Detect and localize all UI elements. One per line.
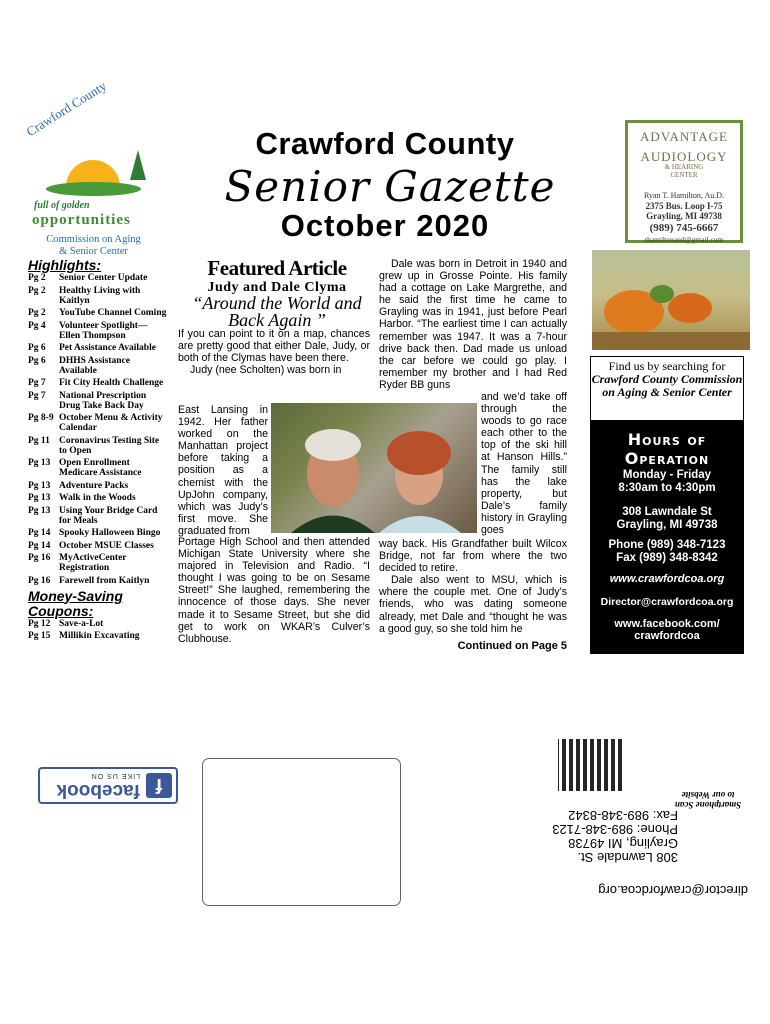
highlight-text: Pet Assistance Available <box>59 343 156 353</box>
article-col2-wrap: and we’d take off through the woods to go race each other to the top of the ski hill at Hanson Hills.” The family still has the lake property, but Dale’s family history in Grayling goes <box>481 391 567 537</box>
highlight-page: Pg 6 <box>28 355 46 366</box>
sidebar-city: Grayling, MI 49738 <box>616 519 718 531</box>
highlights-list <box>28 258 168 644</box>
masthead-county: Crawford County <box>255 126 515 161</box>
highlight-page: Pg 14 <box>28 540 51 551</box>
article-subtitle: “Around the World and Back Again ” <box>192 293 362 330</box>
highlight-text: October MSUE Classes <box>59 540 154 551</box>
highlight-text: Coronavirus Testing Site to Open <box>59 435 160 456</box>
highlight-text: Senior Center Update <box>59 273 148 283</box>
highlight-item <box>28 619 168 629</box>
highlight-item <box>28 391 168 411</box>
highlight-page: Pg 16 <box>28 575 51 586</box>
sidebar-fax: Fax (989) 348-8342 <box>616 552 718 564</box>
hours-days: Monday - Friday <box>622 469 712 481</box>
mailing-label-box <box>202 758 401 906</box>
article-names: Judy and Dale Clyma <box>207 280 347 295</box>
highlight-item <box>28 553 168 573</box>
mailer-email: director@crawfordcoa.org <box>598 883 748 898</box>
highlight-page: Pg 2 <box>28 285 46 296</box>
coa-logo <box>23 78 161 257</box>
highlight-text: Save-a-Lot <box>59 618 104 629</box>
highlight-page: Pg 13 <box>28 493 51 503</box>
highlight-page: Pg 13 <box>28 480 51 491</box>
highlight-item <box>28 576 168 586</box>
highlight-page: Pg 6 <box>28 343 46 353</box>
audiology-ad: ADVANTAGE AUDIOLOGY & HEARING CENTER Ryan T. Hamilton, Au.D. 2375 Bus. Loop I-75 Grayling, MI 49738 (989) 745-6667 rhamiltonaud@gmail.com <box>625 120 743 243</box>
highlight-text: National Prescription Drug Take Back Day <box>59 390 147 411</box>
facebook-icon: f <box>146 773 172 798</box>
hours-title: Hours of Operation <box>624 430 710 468</box>
highlight-item <box>28 481 168 491</box>
highlight-page: Pg 13 <box>28 458 51 468</box>
highlight-page: Pg 15 <box>28 631 51 641</box>
coupons-heading: Money-Saving Coupons: <box>28 587 123 619</box>
qr-code[interactable] <box>558 739 622 791</box>
logo-commission: Commission on Aging & Senior Center <box>46 234 141 257</box>
highlight-page: Pg 14 <box>28 528 51 538</box>
highlight-text: Walk in the Woods <box>59 493 136 503</box>
article-col1-bottom: Portage High School and then attended Michigan State University where she majored in Television and Radio. “I thought I was going to be on Sesame Street!” She laughed, remembering the innocence of those days. She never made it to Sesame Street, but she did get to work on WKAR’s Culver’s Clubhouse. <box>178 536 370 645</box>
article-col1-wrap: East Lansing in 1942. Her father worked on the Manhattan project before taking a position as a chemist with the UpJohn company, which was Judy’s first move. She graduated from <box>178 404 268 537</box>
highlight-item <box>28 541 168 551</box>
masthead-title: Senior Gazette <box>224 162 556 211</box>
highlight-page: Pg 7 <box>28 390 46 401</box>
hours-time: 8:30am to 4:30pm <box>618 482 716 494</box>
highlight-page: Pg 7 <box>28 378 46 388</box>
highlights-heading: Highlights: <box>28 257 102 273</box>
highlight-page: Pg 11 <box>28 435 50 446</box>
article-col2-bottom: way back. His Grandfather built Wilcox Bridge, not far from where the two decided to retire. Dale also went to MSU, which is where the couple met. One of Judy’s friends, who was dating someone already, met Dale and “thought he was a good guy, so she told him he <box>379 538 567 635</box>
highlight-page: Pg 12 <box>28 618 51 629</box>
highlight-text: Farewell from Kaitlyn <box>59 575 150 586</box>
logo-tagline: full of golden <box>34 200 90 211</box>
find-us-box: Find us by searching for Crawford County Commission on Aging & Senior Center <box>590 356 744 421</box>
highlight-page: Pg 4 <box>28 320 46 331</box>
highlight-item <box>28 286 168 306</box>
highlight-item <box>28 343 168 353</box>
highlight-text: YouTube Channel Coming <box>59 308 167 318</box>
highlight-text: Fit City Health Challenge <box>59 378 164 388</box>
highlight-text: Spooky Halloween Bingo <box>59 528 161 538</box>
sidebar-street: 308 Lawndale St <box>622 506 712 518</box>
article-col1-top: If you can point to it on a map, chances are pretty good that either Dale, Judy, or both of the Clymas have been there. Judy (nee Scholten) was born in <box>178 328 370 377</box>
highlight-item <box>28 356 168 376</box>
hill-graphic <box>46 182 141 196</box>
highlight-page: Pg 16 <box>28 553 51 563</box>
highlight-item <box>28 458 168 478</box>
facebook-word: facebook <box>56 780 140 801</box>
highlight-text: DHHS Assistance Available <box>59 355 130 376</box>
issue-date: October 2020 <box>280 208 490 243</box>
highlight-page: Pg 2 <box>28 273 46 283</box>
highlight-text: Adventure Packs <box>59 480 129 491</box>
highlight-item <box>28 436 168 456</box>
mailer-address: 308 Lawndale St. Grayling, MI 49738 Phone: 989-348-7123 Fax: 989-348-8342 <box>552 808 678 865</box>
highlight-item <box>28 528 168 538</box>
highlight-item <box>28 631 168 641</box>
highlight-item <box>28 506 168 526</box>
logo-wordmark: opportunities <box>32 212 131 228</box>
highlight-text: October Menu & Activity Calendar <box>59 413 163 433</box>
highlight-page: Pg 13 <box>28 505 51 516</box>
highlight-text: Volunteer Spotlight—Ellen Thompson <box>59 320 148 341</box>
tree-graphic <box>130 150 146 180</box>
clyma-photo <box>271 403 477 533</box>
highlight-text: MyActiveCenter Registration <box>59 553 127 573</box>
highlight-text: Open Enrollment Medicare Assistance <box>59 458 142 478</box>
highlight-item <box>28 378 168 388</box>
facebook-like: LIKE US ON <box>90 772 140 779</box>
highlight-page: Pg 2 <box>28 308 46 318</box>
logo-arc-text: Crawford County <box>23 78 109 140</box>
mailer-scan-note: Smartphone Scan to our Website <box>674 790 742 810</box>
sidebar-website-link[interactable]: www.crawfordcoa.org <box>609 573 725 585</box>
facebook-badge[interactable] <box>38 767 178 804</box>
highlight-item <box>28 493 168 503</box>
continued-note: Continued on Page 5 <box>457 640 567 652</box>
highlight-text: Millikin Excavating <box>59 631 140 641</box>
pumpkin-photo <box>592 250 750 350</box>
sidebar-email-link[interactable]: Director@crawfordcoa.org <box>600 596 734 608</box>
highlight-item <box>28 413 168 433</box>
highlight-page: Pg 8-9 <box>28 413 54 423</box>
sidebar-facebook-link[interactable]: www.facebook.com/ crawfordcoa <box>614 618 720 642</box>
highlight-text: Healthy Living with Kaitlyn <box>59 285 141 306</box>
return-address-block <box>548 738 748 898</box>
sidebar-phone: Phone (989) 348-7123 <box>608 539 726 551</box>
highlight-item <box>28 321 168 341</box>
highlight-item <box>28 273 168 283</box>
article-col2-top: Dale was born in Detroit in 1940 and grew up in Grosse Pointe. His family had a cottage on Lake Margrethe, and he said the first time he came to Grayling was in 1941, just before Pearl Harbor. “The earliest time I can actually remember was 1947. It was a 7-hour drive back then. Dad made us unload the car before we could go play. I remember my brother and I had Red Ryder BB guns <box>379 258 567 391</box>
article-heading: Featured Article <box>207 256 347 280</box>
highlight-text: Using Your Bridge Card for Meals <box>59 505 158 526</box>
highlight-item <box>28 308 168 318</box>
